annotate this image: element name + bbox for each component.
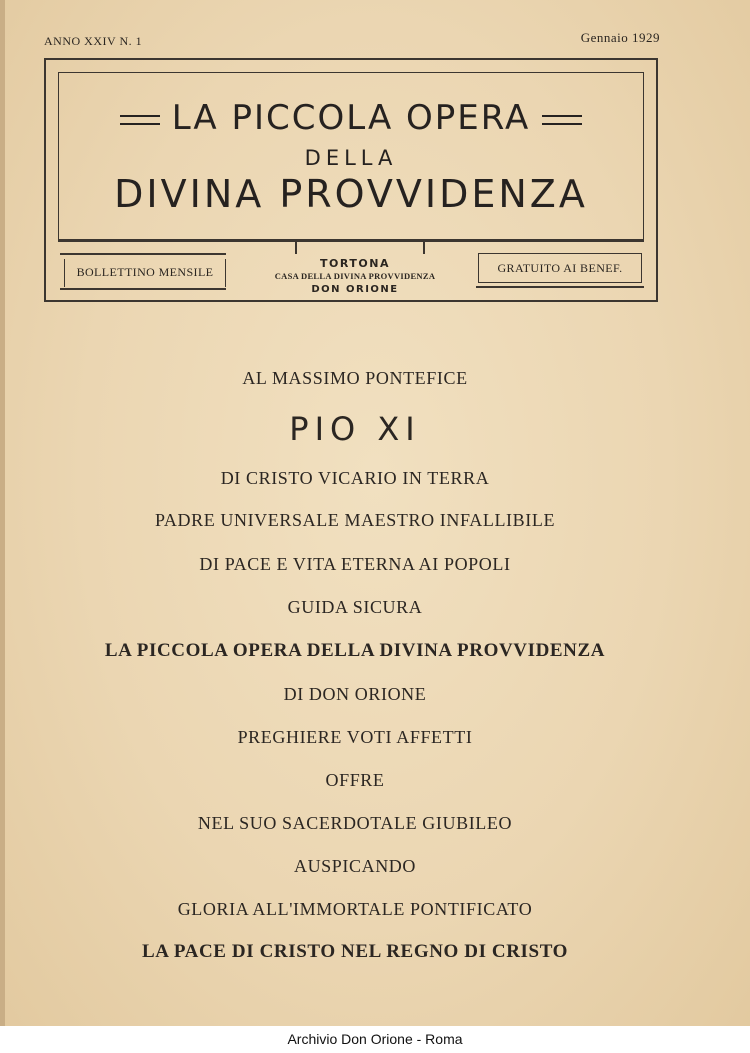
- dedication-line: OFFRE: [325, 770, 385, 790]
- masthead-tick-left: [295, 240, 297, 254]
- dedication-line: AUSPICANDO: [293, 856, 416, 876]
- dedication-line: PREGHIERE VOTI AFFETTI: [237, 727, 473, 747]
- masthead-title-line-3: DIVINA PROVVIDENZA: [114, 172, 588, 216]
- left-box-bottom-rule: [60, 288, 226, 290]
- dedication-pope-name: PIO XI: [289, 410, 421, 448]
- publication-house: CASA DELLA DIVINA PROVVIDENZA: [274, 271, 436, 281]
- dedication-line: AL MASSIMO PONTEFICE: [242, 368, 468, 388]
- left-box-top-rule: [60, 253, 226, 255]
- decorative-dash-right: [542, 115, 582, 125]
- decorative-dash-left: [120, 115, 160, 125]
- publication-founder: DON ORIONE: [311, 284, 399, 295]
- masthead-divider: [58, 240, 644, 242]
- dedication-line: DI CRISTO VICARIO IN TERRA: [220, 468, 490, 488]
- dedication-line: PADRE UNIVERSALE MAESTRO INFALLIBILE: [154, 510, 556, 530]
- issue-number: ANNO XXIV N. 1: [44, 34, 143, 48]
- issue-date: Gennaio 1929: [580, 30, 660, 45]
- masthead-title-line-2: DELLA: [304, 146, 398, 170]
- dedication-line-bold: LA PACE DI CRISTO NEL REGNO DI CRISTO: [141, 941, 569, 962]
- bulletin-type-box: BOLLETTINO MENSILE: [64, 259, 226, 287]
- dedication-line: NEL SUO SACERDOTALE GIUBILEO: [197, 813, 513, 833]
- dedication-line-bold: LA PICCOLA OPERA DELLA DIVINA PROVVIDENZA: [104, 640, 606, 661]
- archive-footer: Archivio Don Orione - Roma: [0, 1026, 750, 1053]
- dedication-line: GUIDA SICURA: [287, 597, 423, 617]
- masthead-tick-right: [423, 240, 425, 254]
- dedication-line: GLORIA ALL'IMMORTALE PONTIFICATO: [177, 899, 533, 919]
- masthead-title-line-1: [58, 98, 644, 138]
- publication-town: TORTONA: [320, 257, 390, 270]
- right-box-under-rule: [476, 286, 644, 288]
- subscription-box: GRATUITO AI BENEF.: [478, 253, 642, 283]
- masthead-title-text-1: LA PICCOLA OPERA: [171, 98, 531, 138]
- dedication-line: DI PACE E VITA ETERNA AI POPOLI: [199, 554, 511, 574]
- dedication-line: DI DON ORIONE: [283, 684, 427, 704]
